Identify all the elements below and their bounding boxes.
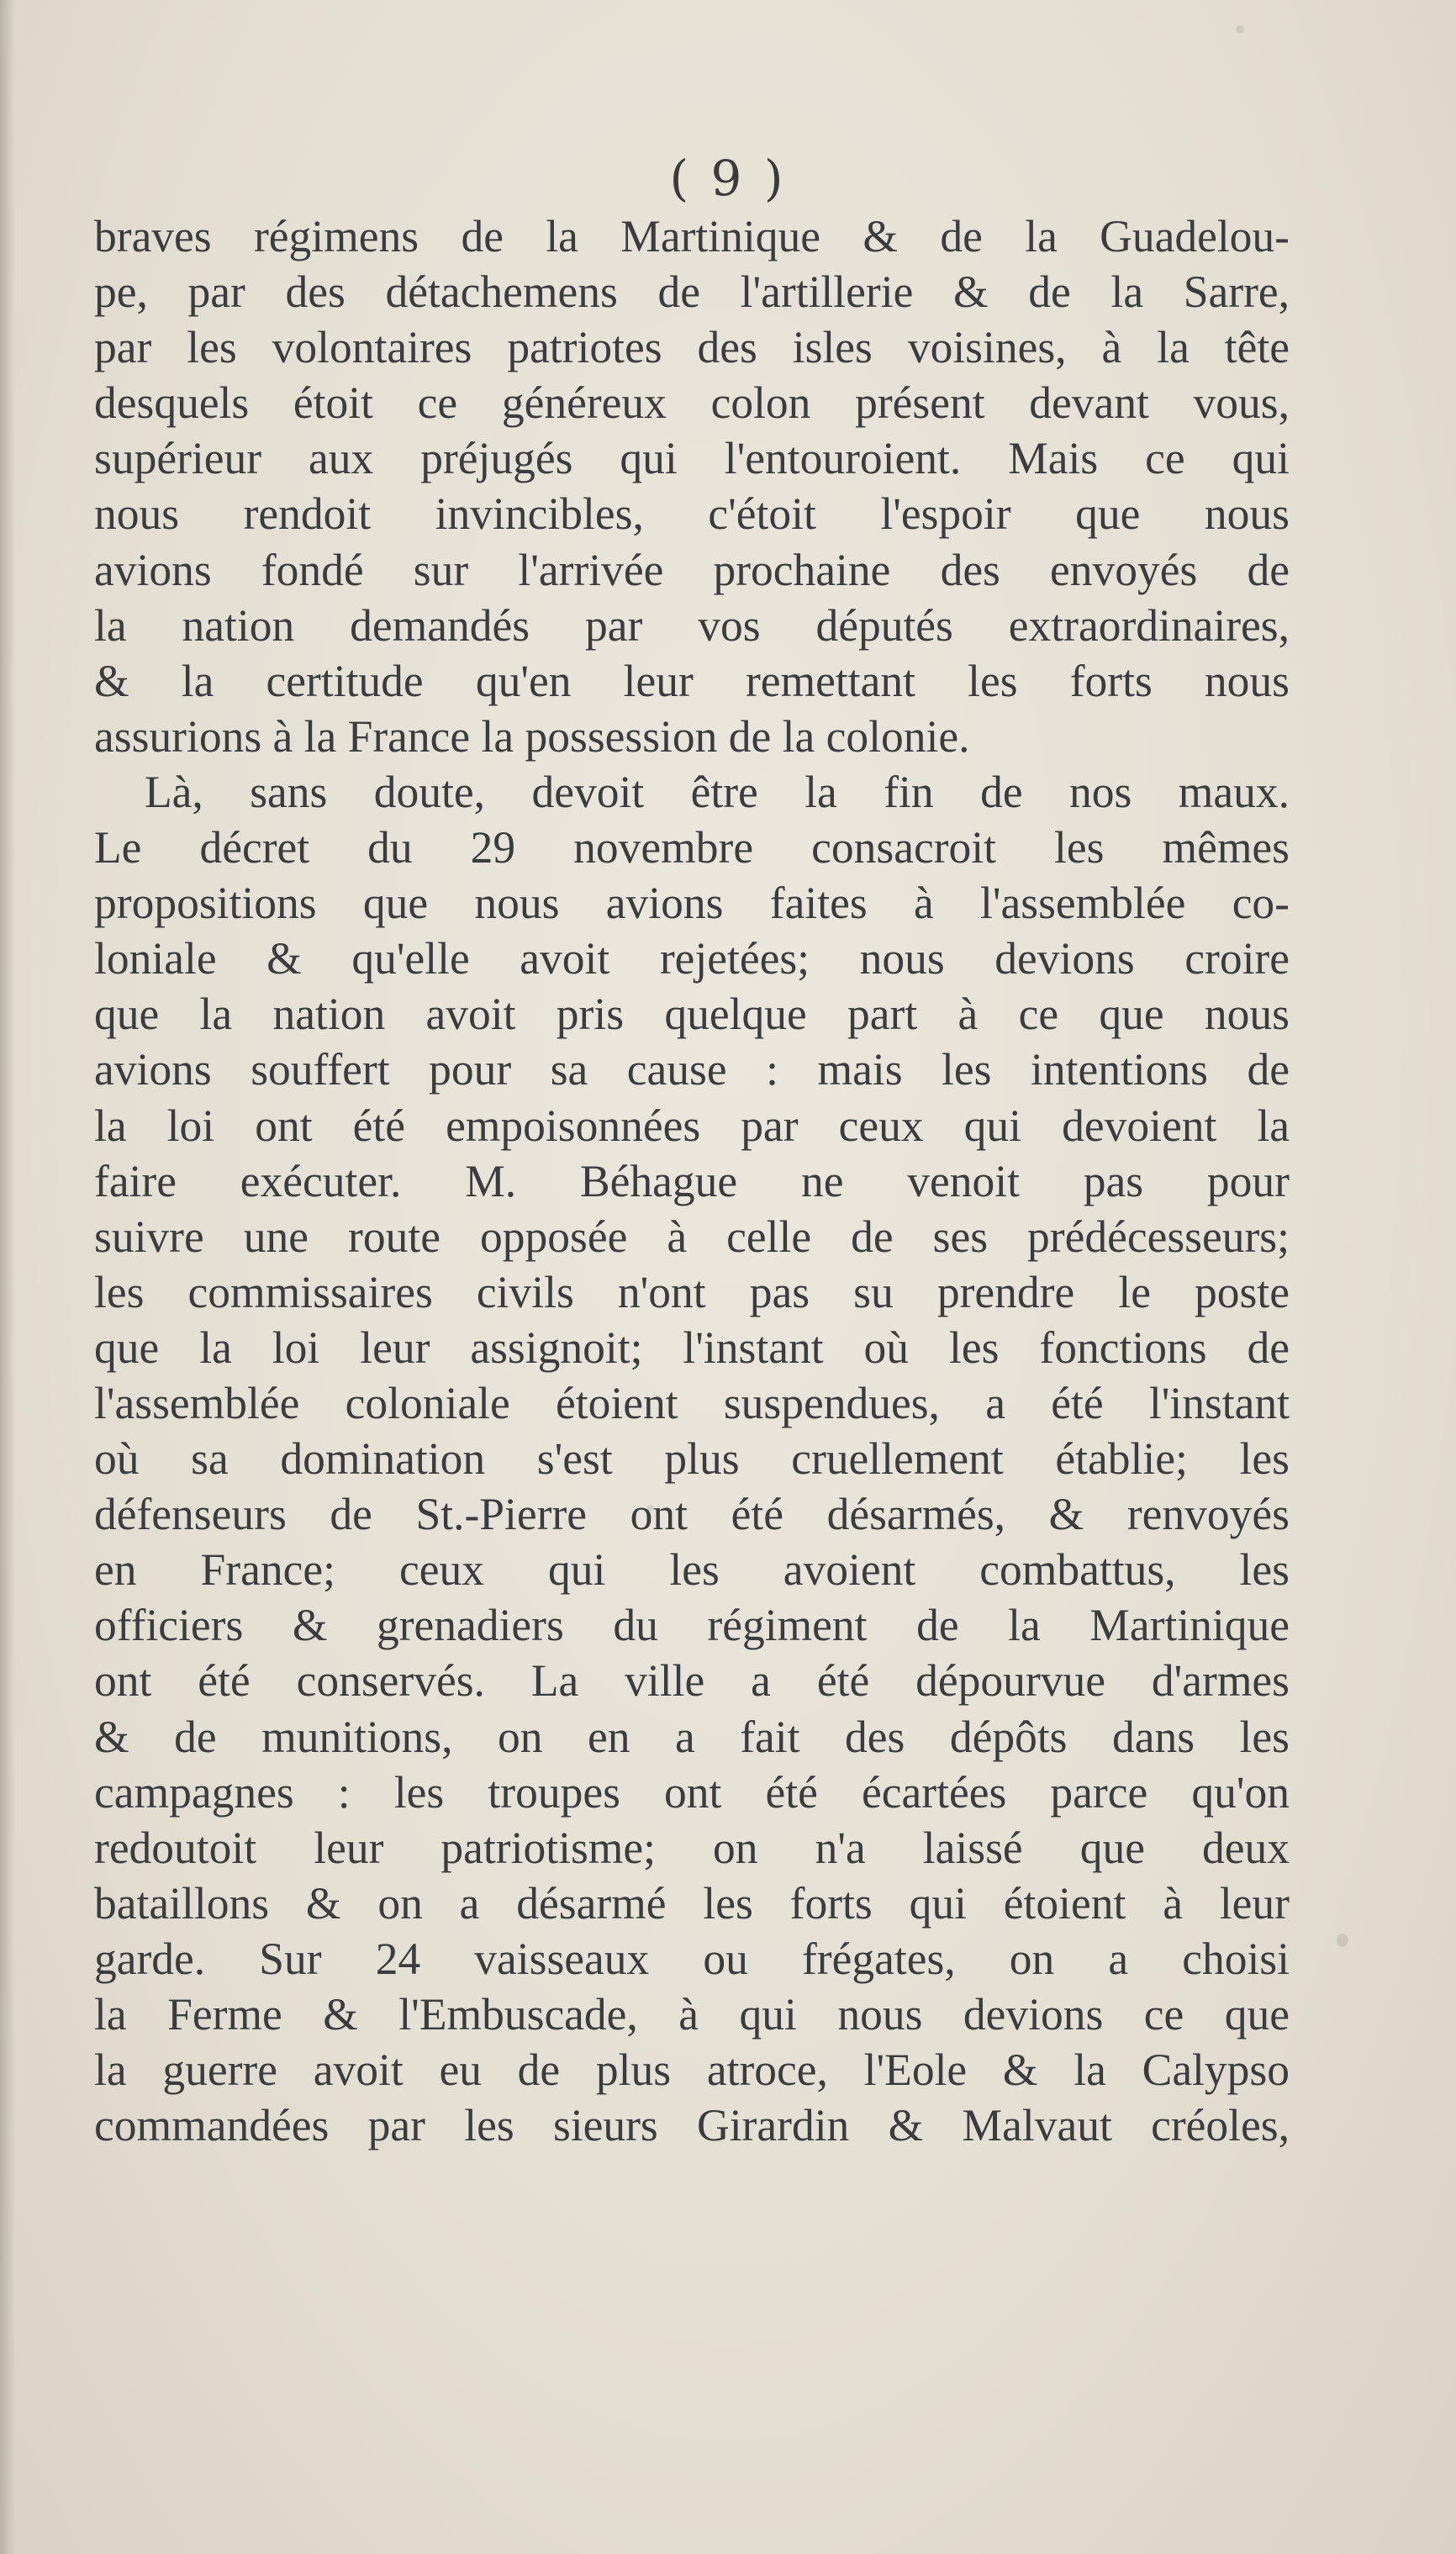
text-line: loniale & qu'elle avoit rejetées; nous devions croire [94,933,1290,984]
text-line: la Ferme & l'Embuscade, à qui nous devions ce que [94,1989,1290,2040]
text-line: braves régimens de la Martinique & de la Guadelou- [94,211,1290,261]
foxing-spot [1236,25,1244,34]
text-line: pe, par des détachemens de l'artillerie & de la Sarre, [94,266,1290,318]
text-line: défenseurs de St.-Pierre ont été désarmés, & renvoyés [94,1489,1290,1540]
text-line: Là, sans doute, devoit être la fin de nos maux. [145,766,1290,817]
text-line: & la certitude qu'en leur remettant les forts nous [94,655,1290,706]
text-line: où sa domination s'est plus cruellement établie; les [94,1433,1290,1485]
text-line: commandées par les sieurs Girardin & Malvaut créoles, [94,2100,1290,2151]
text-line: la loi ont été empoisonnées par ceux qui devoient la [94,1100,1290,1151]
body-text [94,208,1290,2153]
text-line: suivre une route opposée à celle de ses prédécesseurs; [94,1211,1290,1262]
text-line: desquels étoit ce généreux colon présent devant vous, [94,377,1290,429]
text-line: avions fondé sur l'arrivée prochaine des envoyés de [94,544,1290,595]
text-line: l'assemblée coloniale étoient suspendues, a été l'instant [94,1377,1290,1428]
text-line: garde. Sur 24 vaisseaux ou frégates, on a choisi [94,1933,1290,1984]
text-line: ont été conservés. La ville a été dépourvue d'armes [94,1655,1290,1707]
page-edge-shadow [0,0,15,2554]
text-line: & de munitions, on en a fait des dépôts dans les [94,1711,1290,1762]
text-line: redoutoit leur patriotisme; on n'a laissé que deux [94,1822,1290,1873]
text-line: que la nation avoit pris quelque part à ce que nous [94,989,1290,1040]
text-line: bataillons & on a désarmé les forts qui étoient à leur [94,1877,1290,1929]
text-line: campagnes : les troupes ont été écartées parce qu'on [94,1766,1290,1818]
foxing-spot [1337,1934,1348,1947]
text-line: propositions que nous avions faites à l'assemblée co- [94,878,1290,929]
text-line: officiers & grenadiers du régiment de la Martinique [94,1600,1290,1651]
text-line: avions souffert pour sa cause : mais les intentions de [94,1044,1290,1095]
text-line: supérieur aux préjugés qui l'entouroient. Mais ce qui [94,433,1290,484]
text-line: la nation demandés par vos députés extraordinaires, [94,599,1290,651]
text-line: Le décret du 29 novembre consacroit les mêmes [94,822,1290,873]
page-number: ( 9 ) [669,150,787,207]
text-line: que la loi leur assignoit; l'instant où les fonctions de [94,1322,1290,1373]
text-line: assurions à la France la possession de la colonie. [94,710,970,762]
text-line: les commissaires civils n'ont pas su prendre le poste [94,1266,1290,1317]
text-line: en France; ceux qui les avoient combattus, les [94,1544,1290,1596]
text-line: faire exécuter. M. Béhague ne venoit pas pour [94,1155,1290,1206]
text-line: la guerre avoit eu de plus atroce, l'Eole & la Calypso [94,2045,1290,2096]
text-line: par les volontaires patriotes des isles voisines, à la tête [94,322,1290,373]
text-line: nous rendoit invincibles, c'étoit l'espoir que nous [94,488,1290,540]
